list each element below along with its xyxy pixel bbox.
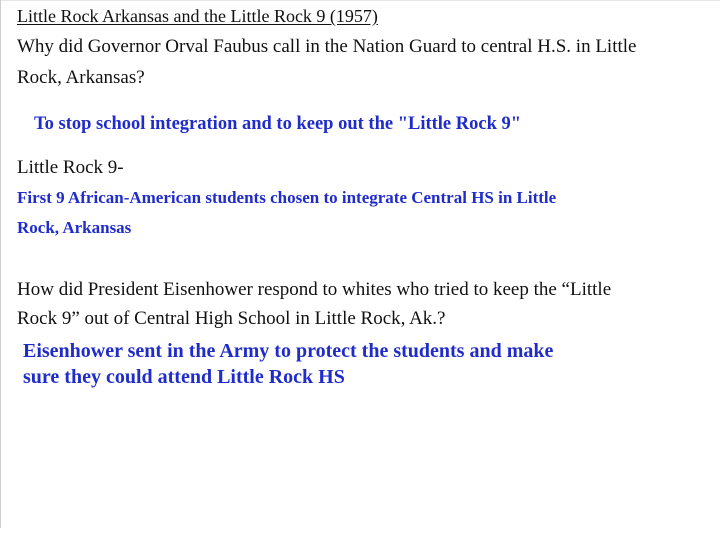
definition-line-1: First 9 African-American students chosen to integrate Central HS in Little: [17, 188, 557, 207]
slide-title: Little Rock Arkansas and the Little Rock 9 (1957): [17, 6, 378, 26]
question-2-line-2: Rock 9” out of Central High School in Little Rock, Ak.?: [17, 308, 446, 329]
question-1-line-2: Rock, Arkansas?: [17, 67, 145, 88]
question-2-line-1: How did President Eisenhower respond to whites who tried to keep the “Little: [17, 279, 612, 300]
slide-top-border: [1, 0, 720, 1]
answer-2-line-1: Eisenhower sent in the Army to protect the students and make: [23, 340, 554, 362]
definition-line-2: Rock, Arkansas: [17, 218, 132, 237]
term-little-rock-9: Little Rock 9-: [17, 157, 124, 178]
question-1-line-1: Why did Governor Orval Faubus call in the Nation Guard to central H.S. in Little: [17, 36, 637, 57]
answer-1: To stop school integration and to keep out the "Little Rock 9": [34, 114, 522, 134]
answer-2-line-2: sure they could attend Little Rock HS: [23, 366, 345, 388]
